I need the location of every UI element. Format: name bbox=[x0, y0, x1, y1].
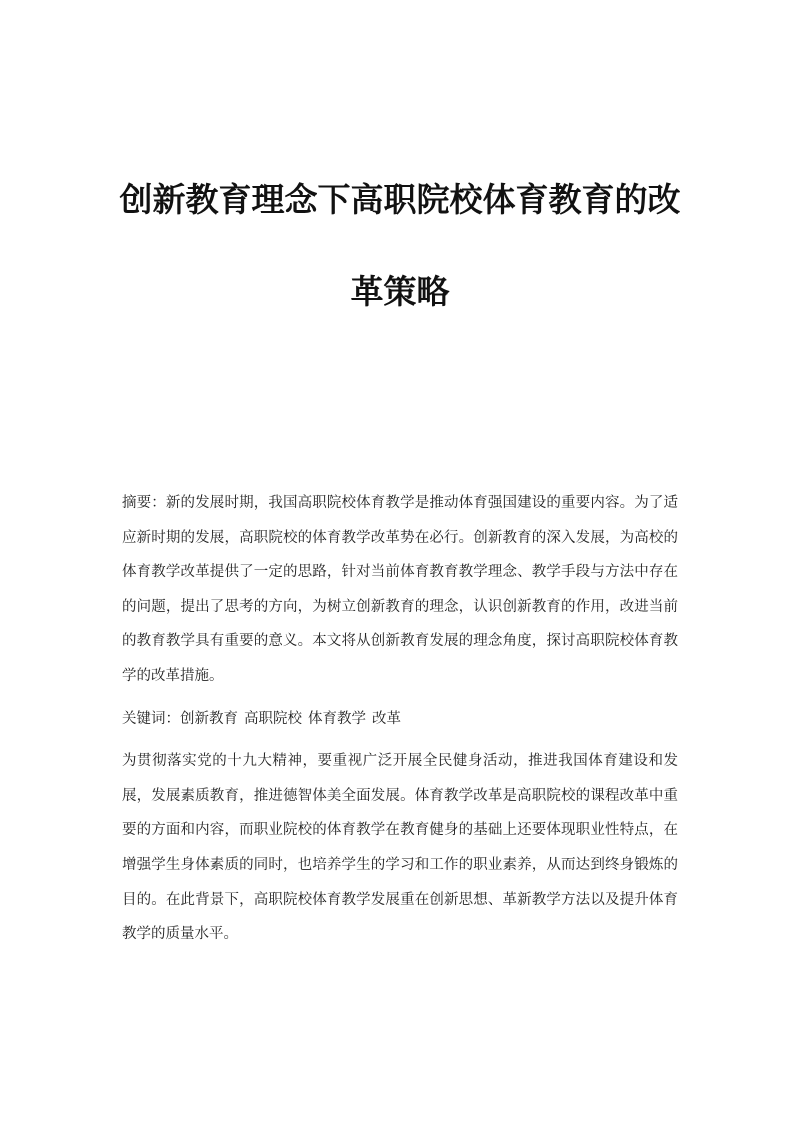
keywords-paragraph bbox=[122, 702, 678, 737]
keyword-item: 创新教育 bbox=[180, 710, 238, 727]
document-body bbox=[122, 486, 678, 952]
keywords-label: 关键词： bbox=[122, 710, 180, 727]
abstract-paragraph bbox=[122, 486, 678, 694]
title-line-1: 创新教育理念下高职院校体育教育的改 bbox=[119, 180, 681, 219]
abstract-label: 摘要： bbox=[122, 495, 166, 511]
abstract-text: 新的发展时期，我国高职院校体育教学是推动体育强国建设的重要内容。为了适应新时期的发展，高职院校的体育教学改革势在必行。创新教育的深入发展，为高校的体育教学改革提供了一定的思路，针对当前体育教育教学理念、教学手段与方法中存在的问题，提出了思考的方向，为树立创新教育的理念，认识创新教育的作用，改进当前的教育教学具有重要的意义。本文将从创新教育发展的理念角度，探讨高职院校体育教学的改革措施。 bbox=[122, 495, 678, 684]
keyword-item: 高职院校 bbox=[244, 710, 302, 727]
keyword-item: 改革 bbox=[372, 710, 401, 727]
title-line-2: 革策略 bbox=[350, 272, 450, 311]
keyword-item: 体育教学 bbox=[308, 710, 366, 727]
intro-paragraph: 为贯彻落实党的十九大精神，要重视广泛开展全民健身活动，推进我国体育建设和发展，发展素质教育，推进德智体美全面发展。体育教学改革是高职院校的课程改革中重要的方面和内容，而职业院校的体育教学在教育健身的基础上还要体现职业性特点，在增强学生身体素质的同时，也培养学生的学习和工作的职业素养，从而达到终身锻炼的目的。在此背景下，高职院校体育教学发展重在创新思想、革新教学方法以及提升体育教学的质量水平。 bbox=[122, 753, 678, 943]
document-title bbox=[110, 178, 690, 314]
